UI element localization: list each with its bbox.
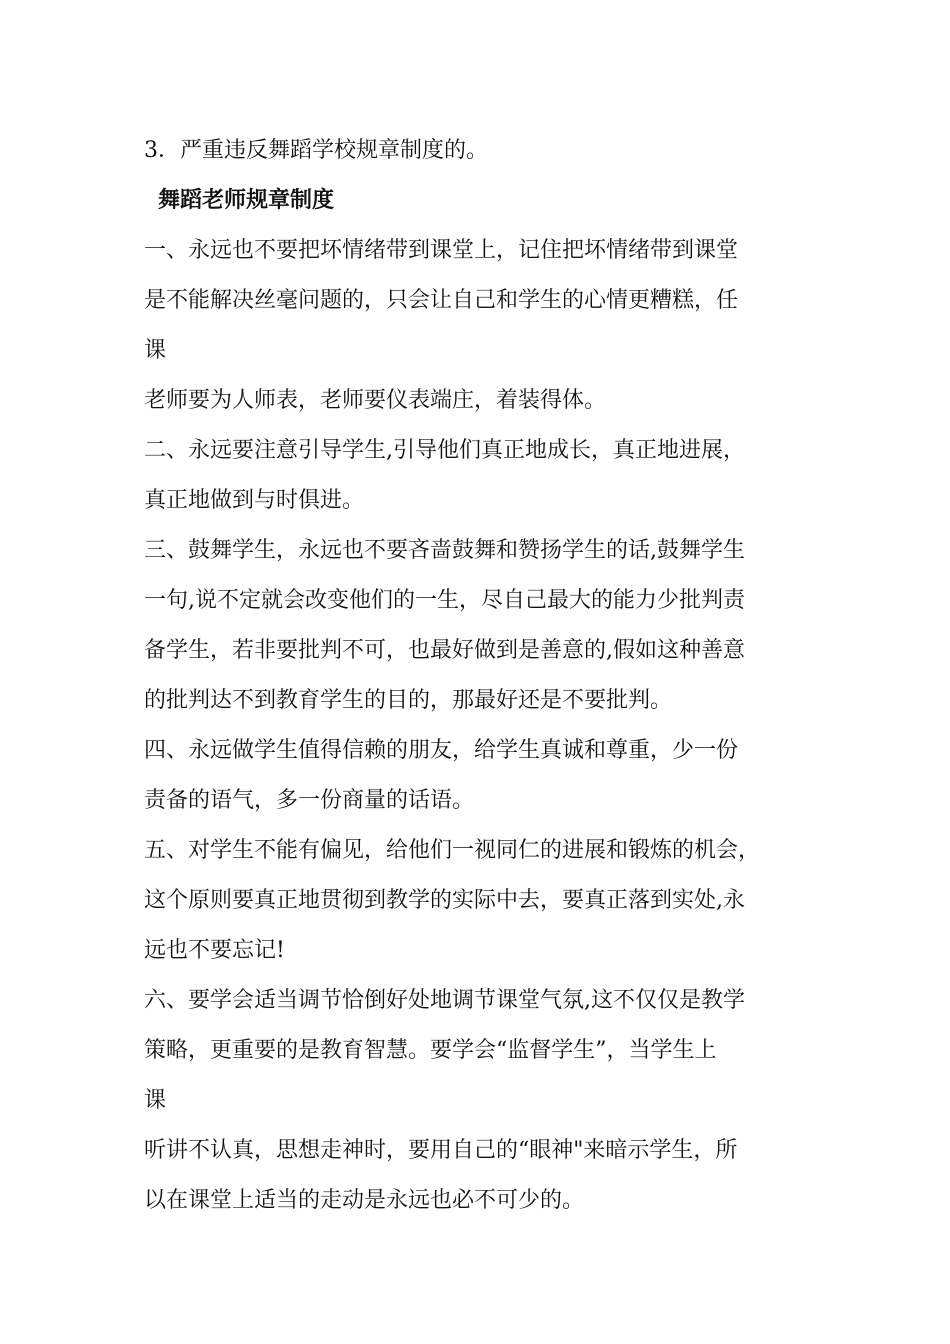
- section-title: 舞蹈老师规章制度: [158, 188, 335, 213]
- list-item-3: 3．严重违反舞蹈学校规章制度的。: [144, 138, 488, 163]
- paragraph-line: 课: [144, 338, 167, 363]
- paragraph-line: 责备的语气，多一份商量的话语。: [144, 788, 475, 813]
- paragraph-line: 听讲不认真，思想走神时，要用自己的“眼神"来暗示学生，所: [144, 1138, 738, 1163]
- paragraph-line: 真正地做到与时俱进。: [144, 488, 365, 513]
- paragraph-line: 备学生，若非要批判不可，也最好做到是善意的,假如这种善意: [144, 638, 745, 663]
- paragraph-line: 的批判达不到教育学生的目的，那最好还是不要批判。: [144, 688, 673, 713]
- paragraph-line: 五、对学生不能有偏见，给他们一视同仁的进展和锻炼的机会，: [144, 838, 761, 863]
- paragraph-line: 一、永远也不要把坏情绪带到课堂上，记住把坏情绪带到课堂: [144, 238, 739, 263]
- paragraph-line: 课: [144, 1088, 167, 1113]
- paragraph-line: 远也不要忘记!: [144, 938, 285, 963]
- paragraph-line: 以在课堂上适当的走动是永远也必不可少的。: [144, 1188, 585, 1213]
- paragraph-line: 是不能解决丝毫问题的，只会让自己和学生的心情更糟糕，任: [144, 288, 739, 313]
- paragraph-line: 老师要为人师表，老师要仪表端庄，着装得体。: [144, 388, 607, 413]
- paragraph-line: 这个原则要真正地贯彻到教学的实际中去，要真正落到实处,永: [144, 888, 745, 913]
- paragraph-line: 一句,说不定就会改变他们的一生，尽自己最大的能力少批判责: [144, 588, 745, 613]
- paragraph-line: 策略，更重要的是教育智慧。要学会“监督学生”，当学生上: [144, 1038, 717, 1063]
- paragraph-line: 六、要学会适当调节恰倒好处地调节课堂气氛,这不仅仅是教学: [144, 988, 745, 1013]
- paragraph-line: 二、永远要注意引导学生,引导他们真正地成长，真正地进展，: [144, 438, 745, 463]
- paragraph-line: 四、永远做学生值得信赖的朋友，给学生真诚和尊重，少一份: [144, 738, 739, 763]
- paragraph-line: 三、鼓舞学生，永远也不要吝啬鼓舞和赞扬学生的话,鼓舞学生: [144, 538, 745, 563]
